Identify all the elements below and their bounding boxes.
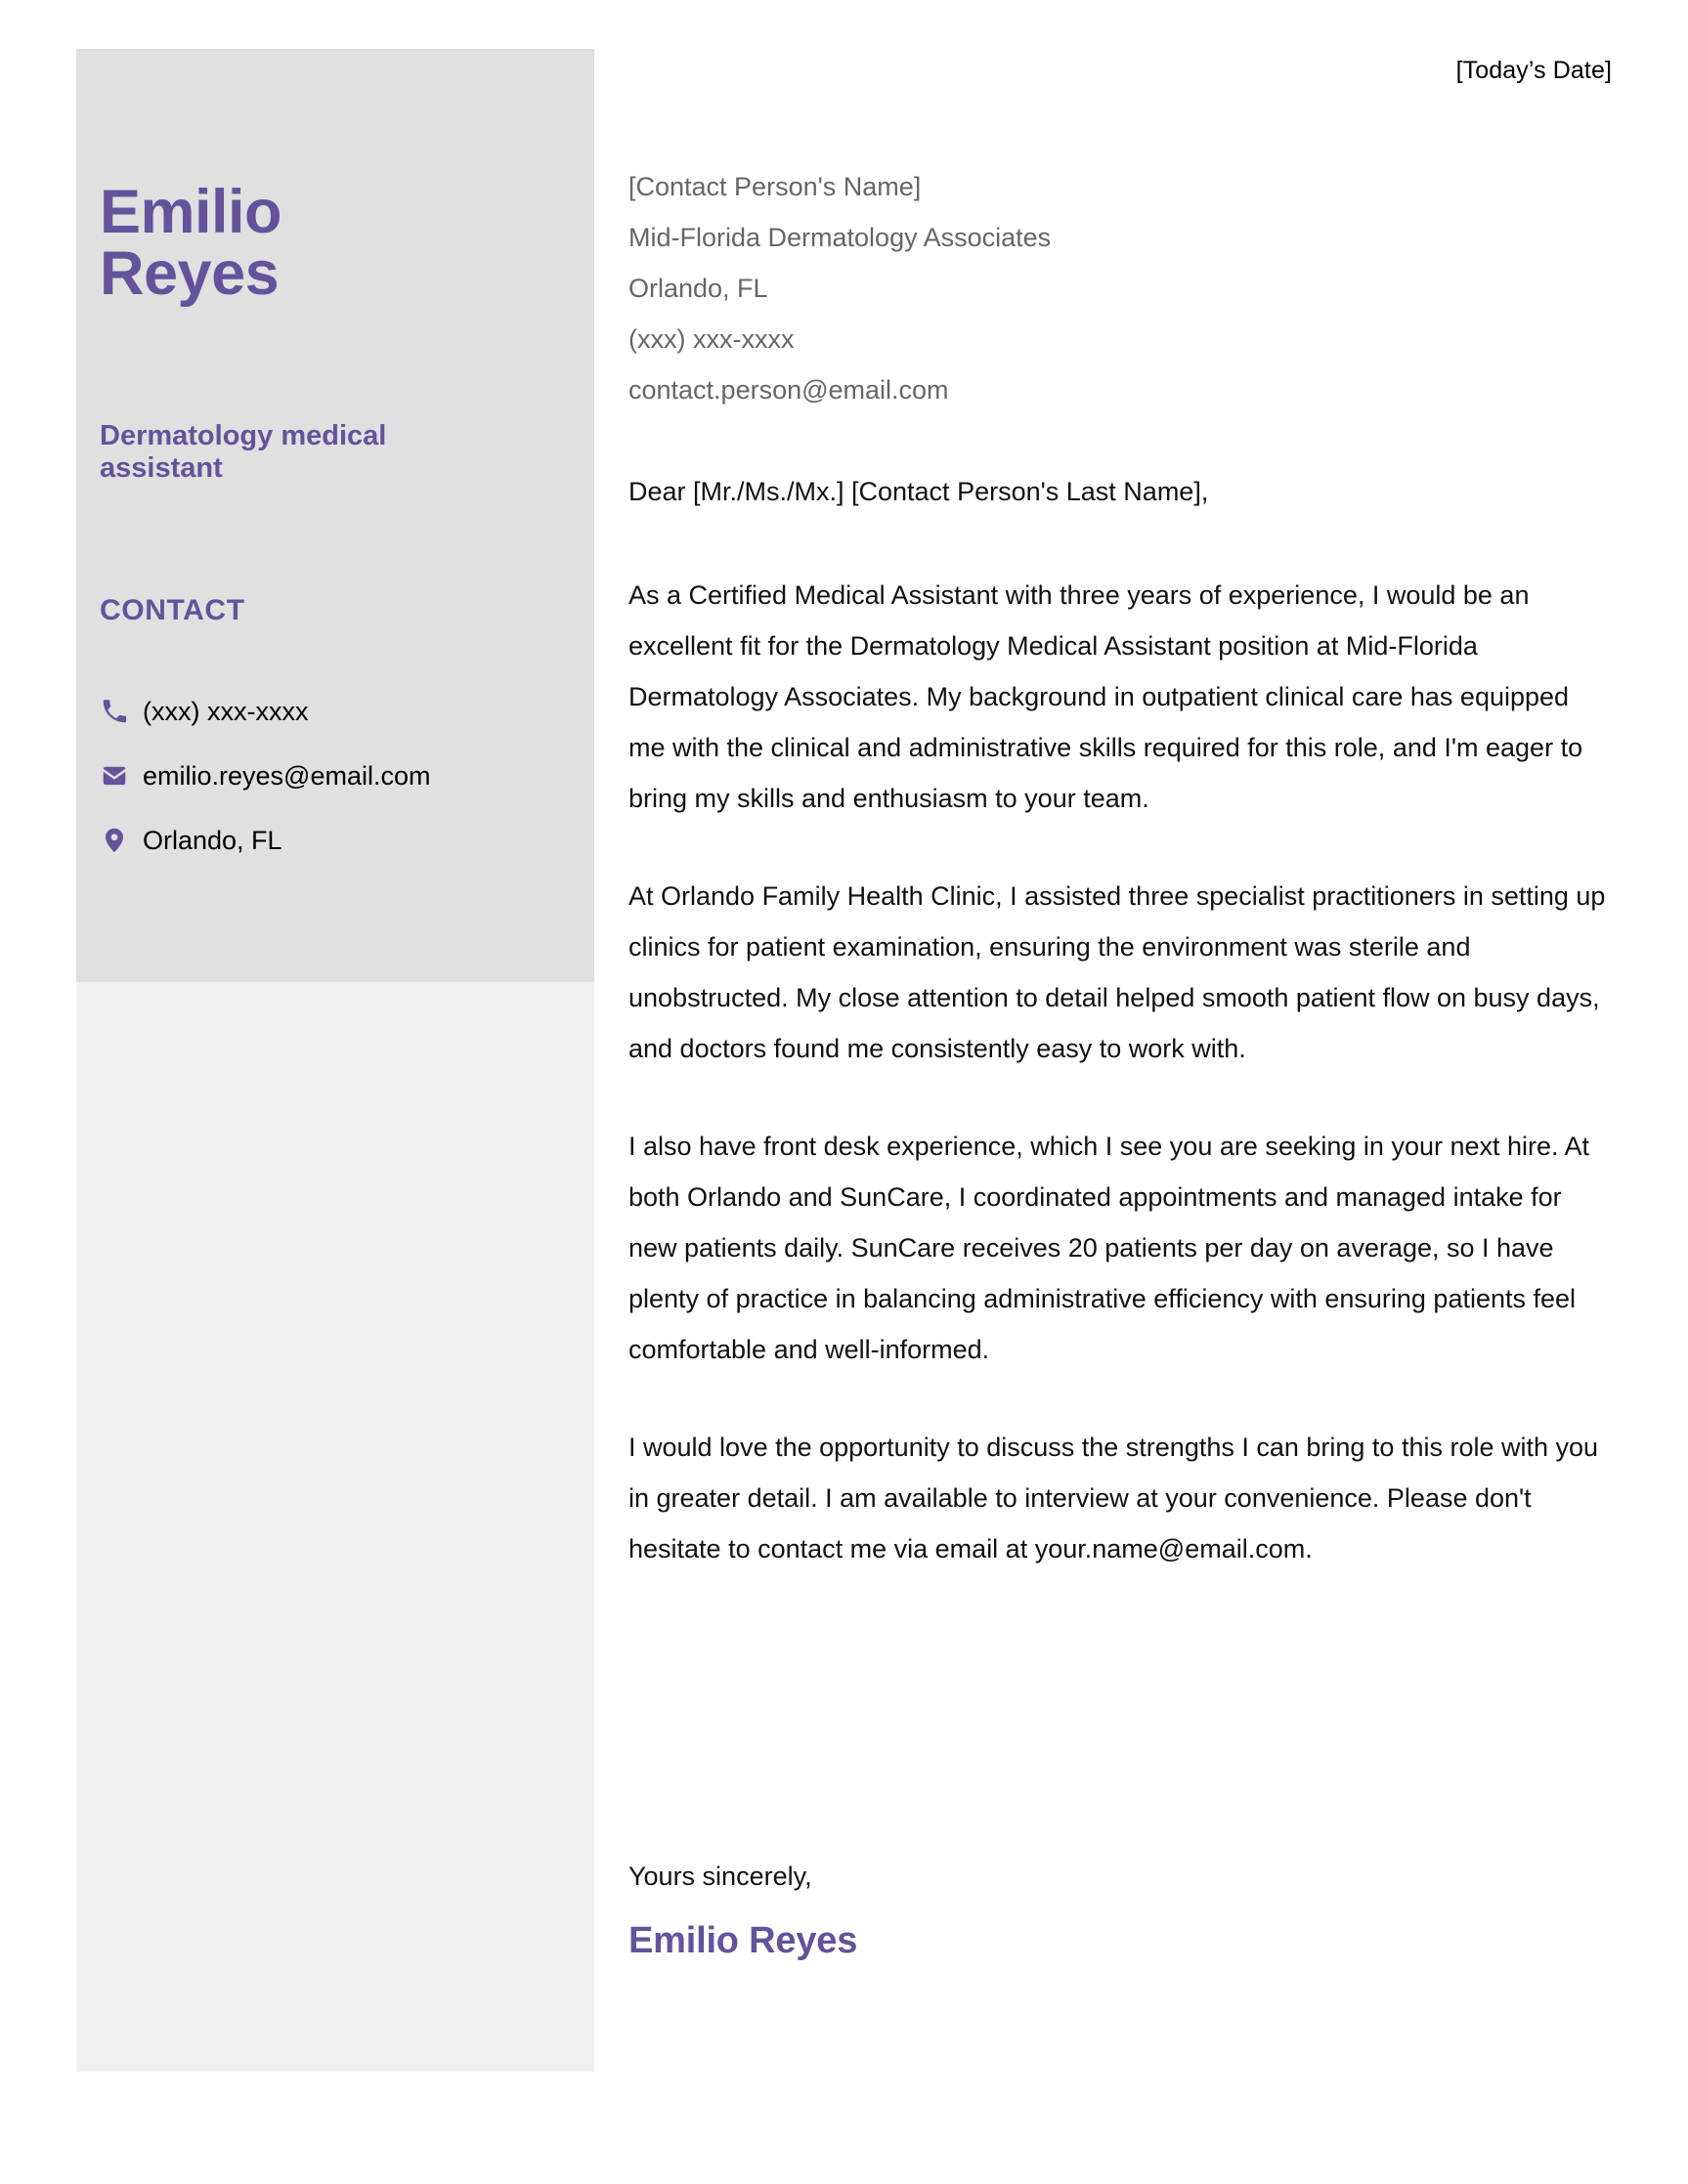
letter-paragraph: I also have front desk experience, which I see you are seeking in your next hire. At both Orlando and SunCare, I coordinated appointments and managed intake for new patients daily. SunCare receives 20 patients per day on average, so I have plenty of practice in balancing administrative efficiency with ensuring patients feel comfortable and well-informed. bbox=[628, 1132, 1590, 1364]
applicant-job-title: Dermatology medical assistant bbox=[100, 420, 387, 485]
recipient-phone: (xxx) xxx-xxxx bbox=[628, 324, 795, 354]
contact-email-value: emilio.reyes@email.com bbox=[143, 760, 431, 791]
contact-item-email bbox=[100, 744, 530, 808]
recipient-email: contact.person@email.com bbox=[628, 375, 949, 405]
envelope-icon bbox=[100, 761, 143, 791]
contact-item-phone bbox=[100, 679, 530, 744]
contact-location-value: Orlando, FL bbox=[143, 825, 282, 855]
closing-salutation: Yours sincerely, bbox=[628, 1862, 812, 1891]
letter-paragraph: As a Certified Medical Assistant with three years of experience, I would be an excellent fit for the Dermatology Medical Assistant position at Mid-Florida Dermatology Associates. My background in outpatient clinical care has equipped me with the clinical and administrative skills required for this role, and I'm eager to bring my skills and enthusiasm to your team. bbox=[628, 580, 1583, 813]
location-pin-icon bbox=[100, 826, 143, 855]
contact-phone-value: (xxx) xxx-xxxx bbox=[143, 696, 309, 726]
today-date-placeholder: [Today’s Date] bbox=[1455, 57, 1612, 84]
applicant-last-name: Reyes bbox=[100, 239, 280, 308]
contact-list bbox=[100, 679, 530, 873]
phone-icon bbox=[100, 697, 143, 726]
contact-item-location bbox=[100, 808, 530, 873]
contact-section-heading: CONTACT bbox=[100, 594, 245, 626]
signature-name: Emilio Reyes bbox=[628, 1920, 858, 1961]
applicant-first-name: Emilio bbox=[100, 178, 282, 246]
letter-paragraphs bbox=[628, 570, 1609, 1621]
sidebar bbox=[76, 49, 594, 2072]
recipient-address-block bbox=[628, 161, 1508, 415]
recipient-name: [Contact Person's Name] bbox=[628, 172, 922, 201]
recipient-company: Mid-Florida Dermatology Associates bbox=[628, 223, 1052, 252]
recipient-city-state: Orlando, FL bbox=[628, 274, 768, 303]
salutation: Dear [Mr./Ms./Mx.] [Contact Person's Last Name], bbox=[628, 477, 1209, 506]
letter-paragraph: I would love the opportunity to discuss the strengths I can bring to this role with you in greater detail. I am available to interview at your convenience. Please don't hesitate to contact me via email at your.name@email.com. bbox=[628, 1433, 1599, 1563]
letter-paragraph: At Orlando Family Health Clinic, I assisted three specialist practitioners in setting up clinics for patient examination, ensuring the environment was sterile and unobstructed. My close attention to detail helped smooth patient flow on busy days, and doctors found me consistently easy to work with. bbox=[628, 881, 1606, 1063]
applicant-name bbox=[100, 178, 530, 308]
